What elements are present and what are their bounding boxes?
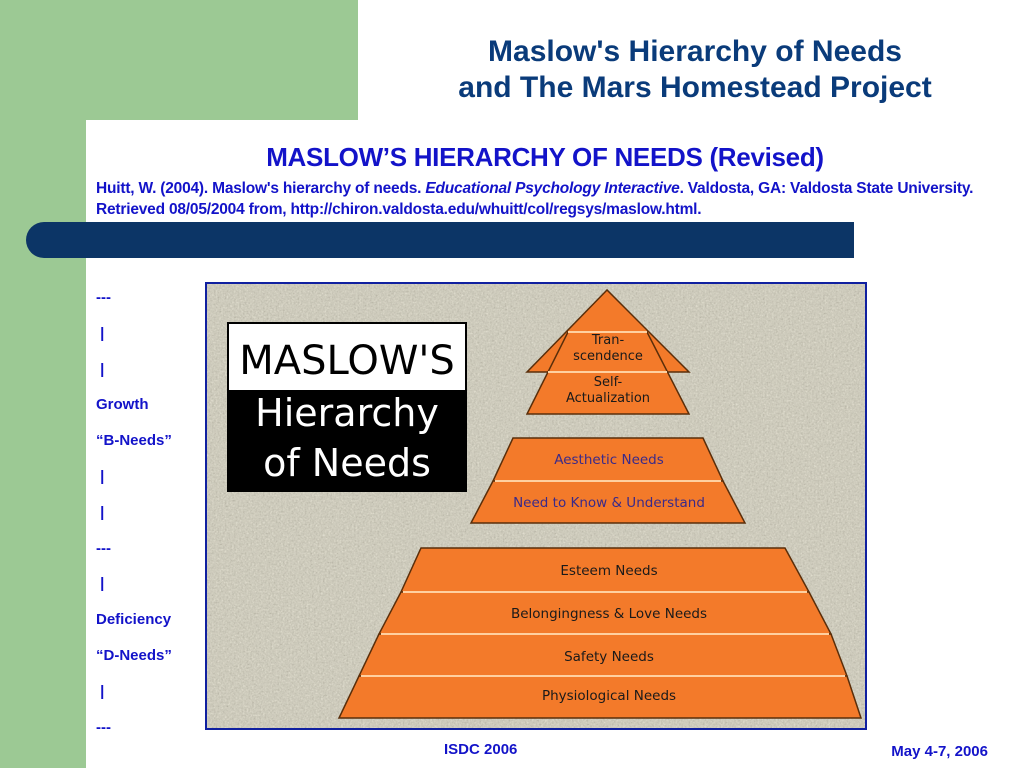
side-list-item: | bbox=[96, 324, 105, 342]
side-list-item: | bbox=[96, 682, 105, 700]
maslow-logo bbox=[227, 322, 467, 492]
side-list-item: | bbox=[96, 360, 105, 378]
logo-text-line-3: of Needs bbox=[263, 441, 431, 485]
side-list-item: | bbox=[96, 467, 105, 485]
tier-label-physiological: Physiological Needs bbox=[541, 688, 677, 704]
slide-title bbox=[380, 34, 1010, 106]
maslow-pyramid-image bbox=[207, 284, 865, 728]
citation bbox=[96, 178, 996, 220]
citation-part-1: Huitt, W. (2004). Maslow's hierarchy of needs. bbox=[96, 180, 426, 197]
side-list-item: “D-Needs” bbox=[96, 646, 172, 664]
title-line-2: and The Mars Homestead Project bbox=[458, 71, 932, 104]
footer-conference: ISDC 2006 bbox=[444, 741, 518, 758]
side-list-item: --- bbox=[96, 718, 111, 736]
section-heading: MASLOW’S HIERARCHY OF NEEDS (Revised) bbox=[266, 142, 824, 172]
tier-label-know: Need to Know & Understand bbox=[513, 495, 705, 511]
side-list-item: Deficiency bbox=[96, 611, 172, 629]
side-list-item: --- bbox=[96, 289, 111, 306]
tier-label-aesthetic: Aesthetic Needs bbox=[554, 452, 664, 468]
tier-label-safety: Safety Needs bbox=[564, 649, 654, 665]
divider-bar bbox=[26, 222, 854, 258]
side-list-item: | bbox=[96, 503, 105, 521]
green-side-strip bbox=[0, 120, 86, 768]
citation-journal: Educational Psychology Interactive bbox=[425, 180, 680, 197]
tier-label-self-1: Self- bbox=[593, 375, 623, 390]
side-list-item: Growth bbox=[96, 396, 149, 414]
tier-label-esteem: Esteem Needs bbox=[560, 563, 658, 579]
side-list-item: | bbox=[96, 575, 105, 593]
side-list-item: “B-Needs” bbox=[96, 432, 172, 450]
logo-text-line-1: MASLOW'S bbox=[239, 338, 455, 384]
side-list-item: --- bbox=[96, 539, 111, 557]
tier-label-self-2: Actualization bbox=[565, 391, 651, 406]
citation-part-2: . Valdosta, GA: Valdosta State University. Retrieved 08/05/2004 from, http://chiron.valdosta.edu/whuitt/col/regsys/maslow.html. bbox=[96, 180, 974, 218]
tier-label-transcendence-2: scendence bbox=[573, 349, 643, 364]
tier-label-transcendence-1: Tran- bbox=[591, 333, 625, 348]
logo-text-line-2: Hierarchy bbox=[255, 391, 439, 435]
maslow-figure bbox=[205, 282, 867, 730]
green-header-block bbox=[0, 0, 358, 120]
title-line-1: Maslow's Hierarchy of Needs bbox=[488, 35, 902, 68]
footer-date: May 4-7, 2006 bbox=[891, 743, 988, 760]
needs-side-list bbox=[96, 286, 206, 751]
tier-label-belonging: Belongingness & Love Needs bbox=[510, 606, 708, 622]
